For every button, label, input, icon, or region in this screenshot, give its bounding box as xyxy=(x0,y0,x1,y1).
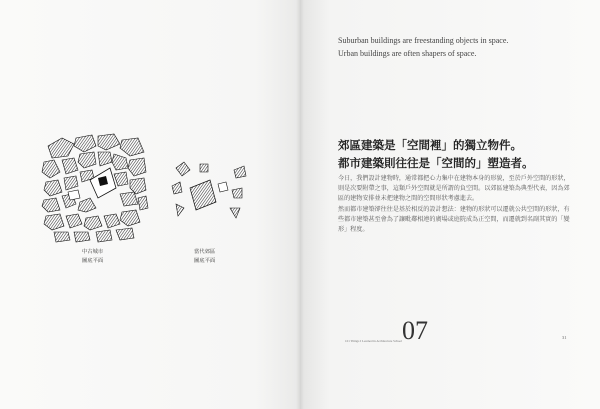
modern-caption-line2: 圖底平面 xyxy=(194,258,216,264)
headline-line-1: 郊區建築是「空間裡」的獨立物件。 xyxy=(338,138,522,152)
medieval-caption-line2: 圖底平面 xyxy=(82,258,104,264)
spine-shadow xyxy=(296,0,304,409)
running-footer-title: 101 Things I Learned in Architecture School xyxy=(345,339,402,343)
medieval-caption xyxy=(82,248,103,266)
body-paragraph-2: 然而都市建築卻往往是基於相反的設計想法：建物的形狀可以遷就公共空間的形狀，有些都市建築甚至會為了讓毗鄰相連的廣場或庭院成為正空間，而遷就到名副其實的「變形」程度。 xyxy=(338,205,570,234)
medieval-city-figure-ground xyxy=(40,132,150,244)
body-paragraph-1: 今日，我們設計建物時，通常都把心力集中在建物本身的形貌，至於戶外空間的形狀，則是次要附帶之事，這類戶外空間就是所謂的負空間。以郊區建築為典型代表，因為郊區的建物安排並未把建物之間的空間形狀考慮進去。 xyxy=(338,175,570,203)
page-number: 31 xyxy=(562,335,567,340)
modern-caption xyxy=(194,248,215,266)
chinese-headline xyxy=(338,136,578,172)
english-quote xyxy=(338,34,578,60)
headline-line-2: 都市建築則往往是「空間的」塑造者。 xyxy=(338,156,534,170)
body-text xyxy=(338,174,570,235)
quote-line-2: Urban buildings are often shapers of space. xyxy=(338,49,477,58)
modern-suburb-figure-ground xyxy=(170,158,250,224)
medieval-caption-line1: 中古城市 xyxy=(82,249,104,255)
modern-caption-line1: 當代郊區 xyxy=(194,249,216,255)
lesson-number: 07 xyxy=(402,316,428,345)
quote-line-1: Suburban buildings are freestanding objects in space. xyxy=(338,36,509,45)
